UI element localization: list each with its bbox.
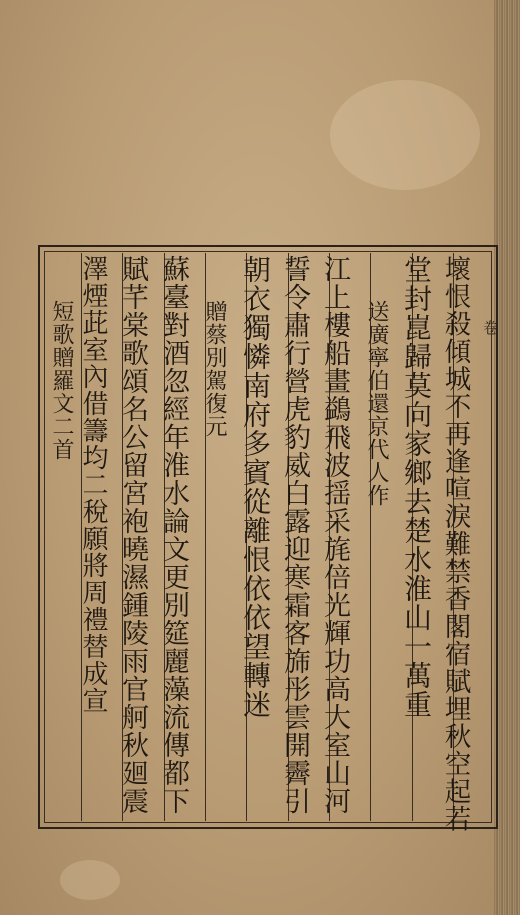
paper-stain bbox=[330, 80, 480, 190]
text-column: 壞恨殺傾城不再逢喧淚難禁香閣宿賦埋秋空起若 bbox=[439, 255, 471, 833]
text-column: 賦芊棠歌頌名公留宮袍曉濕鍾陵雨官舸秋廻震 bbox=[117, 255, 148, 815]
text-column: 堂封崑歸莫向家鄉去楚水淮山一萬重 bbox=[400, 255, 433, 719]
text-column: 江上樓船畫鷁飛波揺采旄倍光輝功高大室山河 bbox=[319, 255, 350, 815]
text-column: 誓令肅行營虎豹威白露迎寒霜客旆彤雲開霽引 bbox=[279, 255, 310, 815]
text-column: 朝衣獨憐南府多賓從離恨依依望轉迷 bbox=[239, 255, 272, 719]
paper-stain bbox=[60, 860, 120, 900]
margin-label: 卷 bbox=[481, 320, 499, 335]
text-column: 澤煙茈室內借籌均二稅願將周禮替成宣 bbox=[78, 255, 108, 714]
poem-title: 短歌贈羅文二首 bbox=[49, 300, 74, 461]
text-column: 蘇臺對酒忽經年淮水論文更別筵麗藻流傳都下 bbox=[158, 255, 189, 815]
poem-title: 送廣寧伯還京代人作 bbox=[364, 300, 389, 507]
poem-title: 贈蔡別駕復元 bbox=[202, 300, 227, 438]
